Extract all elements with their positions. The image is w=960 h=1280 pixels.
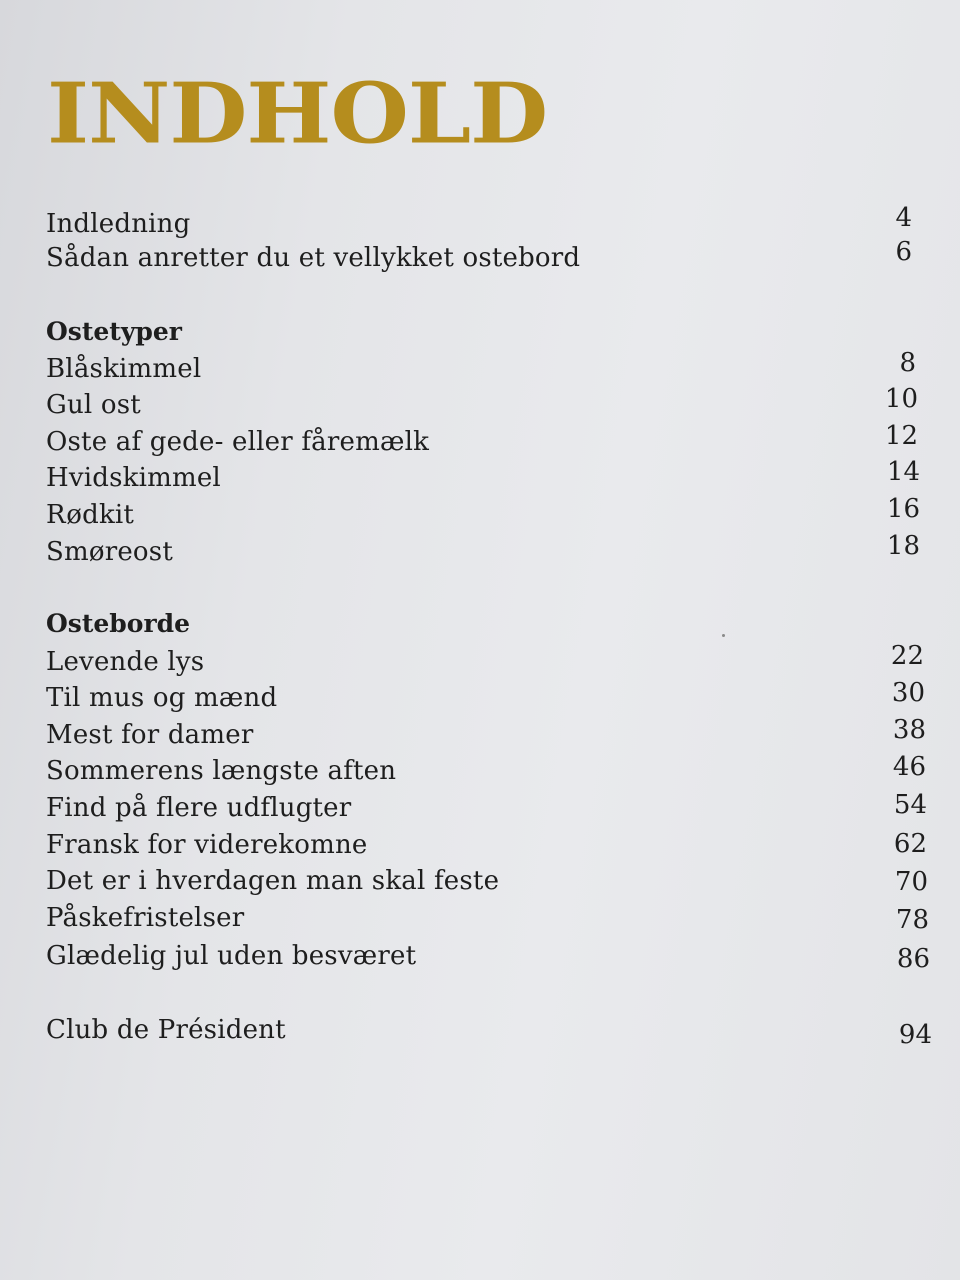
toc-entry-mus-og-maend [0, 680, 960, 716]
toc-entry-gul-ost [0, 384, 960, 423]
toc-entry-label: Påskefristelser [46, 903, 245, 933]
toc-entry-label: Indledning [46, 209, 191, 239]
toc-entry-page: 70 [894, 867, 928, 897]
toc-entry-anretter [0, 237, 960, 276]
toc-entry-page: 86 [896, 944, 930, 974]
toc-entry-page: 62 [893, 829, 927, 859]
toc-entry-hvidskimmel [0, 457, 960, 496]
toc-entry-page: 6 [895, 237, 912, 267]
toc-entry-label: Det er i hverdagen man skal feste [46, 866, 500, 896]
toc-entry-glaedelig-jul [0, 938, 960, 974]
toc-entry-indledning [0, 203, 960, 242]
toc-entry-paaskefristelser [0, 900, 960, 936]
toc-entry-page: 54 [893, 790, 927, 820]
toc-entry-page: 30 [891, 678, 925, 708]
toc-entry-levende-lys [0, 641, 960, 680]
toc-entry-page: 18 [886, 531, 920, 561]
toc-entry-page: 16 [886, 494, 920, 524]
toc-entry-label: Blåskimmel [46, 354, 202, 384]
toc-entry-label: Find på flere udflugter [46, 793, 352, 823]
toc-entry-label: Mest for damer [46, 720, 254, 750]
toc-entry-label: Glædelig jul uden besværet [46, 941, 417, 971]
toc-entry-gede-faaremaelk [0, 421, 960, 460]
toc-entry-label: Club de Président [46, 1015, 286, 1045]
paper-speck [722, 634, 725, 637]
toc-entry-label: Hvidskimmel [46, 463, 221, 493]
page-title: INDHOLD [47, 64, 548, 164]
toc-entry-page: 8 [899, 348, 916, 378]
toc-entry-label: Smøreost [46, 537, 173, 567]
section-heading-osteborde: Osteborde [46, 609, 191, 638]
toc-entry-page: 12 [884, 421, 918, 451]
toc-entry-roedkit [0, 494, 960, 533]
toc-entry-page: 94 [898, 1020, 932, 1050]
toc-entry-flere-udflugter [0, 790, 960, 826]
toc-entry-page: 78 [895, 905, 929, 935]
toc-entry-page: 46 [892, 752, 926, 782]
toc-entry-club-de-president [0, 1012, 960, 1048]
toc-entry-smoereost [0, 531, 960, 570]
toc-entry-label: Rødkit [46, 500, 135, 530]
toc-entry-fransk-for-viderekomne [0, 827, 960, 863]
toc-entry-page: 38 [892, 715, 926, 745]
toc-entry-label: Gul ost [46, 390, 141, 420]
toc-entry-sommerens-laengste-aften [0, 753, 960, 789]
toc-entry-page: 4 [895, 203, 912, 233]
toc-entry-blaaskimmel [0, 348, 960, 387]
toc-entry-page: 14 [886, 457, 920, 487]
toc-entry-label: Fransk for viderekomne [46, 830, 368, 860]
toc-entry-hverdagen-feste [0, 863, 960, 899]
toc-entry-mest-for-damer [0, 717, 960, 753]
toc-entry-page: 10 [884, 384, 918, 414]
toc-entry-page: 22 [890, 641, 924, 671]
toc-entry-label: Til mus og mænd [46, 683, 278, 713]
toc-entry-label: Levende lys [46, 647, 205, 677]
toc-entry-label: Oste af gede- eller fåremælk [46, 427, 430, 457]
toc-entry-label: Sådan anretter du et vellykket ostebord [46, 243, 581, 273]
section-heading-ostetyper: Ostetyper [46, 317, 182, 346]
toc-entry-label: Sommerens længste aften [46, 756, 397, 786]
